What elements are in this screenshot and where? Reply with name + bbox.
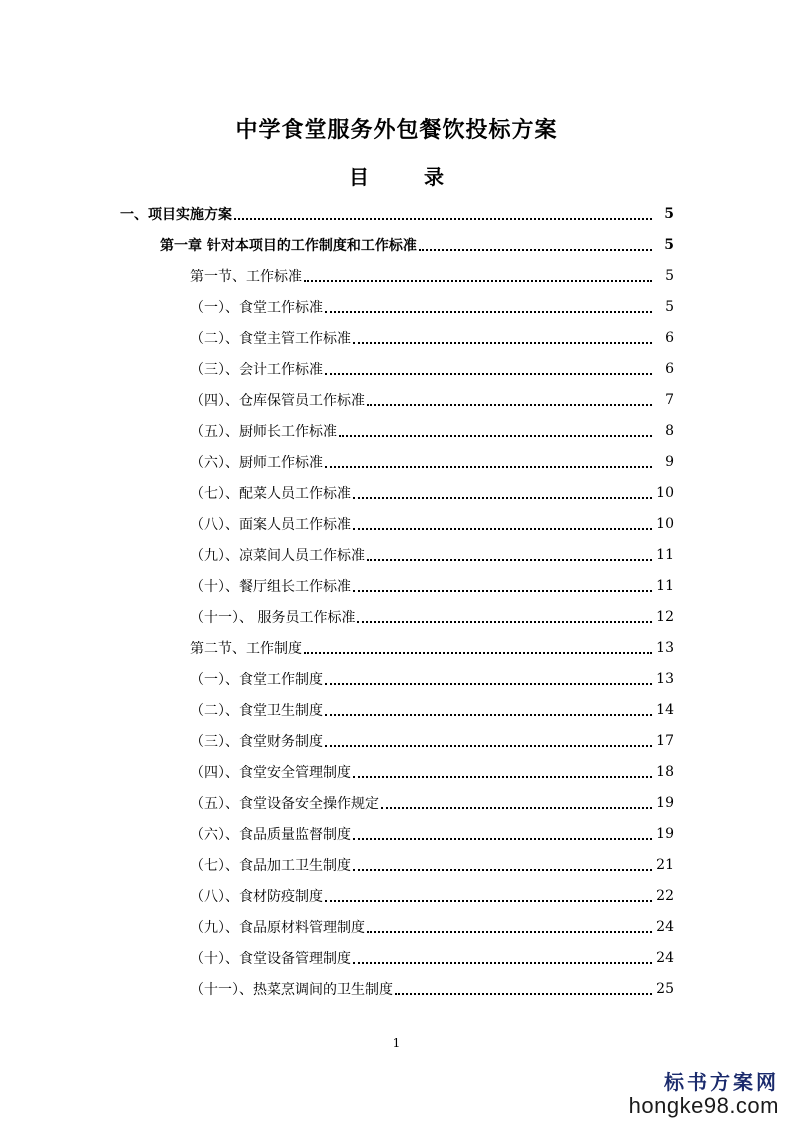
toc-heading: 目 录 (349, 165, 468, 189)
toc-entry-text: （二）、食堂主管工作标准 (190, 330, 351, 347)
toc-entry[interactable] (0, 849, 793, 880)
toc-entry-text: （七）、配菜人员工作标准 (190, 485, 351, 502)
toc-dot-leader (325, 886, 652, 902)
toc-dot-leader (325, 700, 652, 716)
toc-entry-text: （三）、食堂财务制度 (190, 733, 323, 750)
watermark-url: hongke98.com (628, 1093, 779, 1118)
toc-entry-page: 13 (656, 639, 674, 656)
toc-entry-text: （六）、食品质量监督制度 (190, 826, 351, 843)
watermark (629, 1066, 779, 1119)
toc-dot-leader (353, 576, 652, 592)
toc-entry-page: 8 (665, 422, 674, 439)
toc-entry-text: 第二节、工作制度 (190, 640, 302, 657)
toc-entry-page: 14 (656, 701, 674, 718)
toc-entry-text: 一、项目实施方案 (120, 206, 232, 223)
toc-dot-leader (325, 669, 652, 685)
toc-dot-leader (419, 235, 652, 251)
toc-entry-text: （十）、餐厅组长工作标准 (190, 578, 351, 595)
toc-entry-page: 19 (656, 794, 674, 811)
toc-entry[interactable] (0, 508, 793, 539)
toc-entry[interactable] (0, 198, 793, 229)
toc-entry-page: 5 (665, 267, 674, 284)
toc-entry[interactable] (0, 725, 793, 756)
toc-entry[interactable] (0, 291, 793, 322)
toc-entry[interactable] (0, 539, 793, 570)
toc-entry-text: （五）、厨师长工作标准 (190, 423, 337, 440)
toc-entry[interactable] (0, 880, 793, 911)
toc-entry-text: （二）、食堂卫生制度 (190, 702, 323, 719)
toc-entry-text: （十一）、 服务员工作标准 (190, 609, 356, 626)
toc-entry-page: 24 (656, 949, 674, 966)
toc-entry-text: （四）、食堂安全管理制度 (190, 764, 351, 781)
toc-entry-page: 12 (656, 608, 674, 625)
toc-entry-text: 第一节、工作标准 (190, 268, 302, 285)
toc-dot-leader (367, 917, 652, 933)
toc-entry-text: （四）、仓库保管员工作标准 (190, 392, 365, 409)
toc-entry-page: 10 (656, 484, 674, 501)
toc-dot-leader (367, 390, 652, 406)
toc-dot-leader (381, 793, 652, 809)
toc-entry-text: （五）、食堂设备安全操作规定 (190, 795, 379, 812)
toc-entry-text: （十）、食堂设备管理制度 (190, 950, 351, 967)
toc-entry[interactable] (0, 663, 793, 694)
toc-entry-page: 25 (656, 980, 674, 997)
toc-dot-leader (325, 452, 652, 468)
toc-entry-text: 第一章 针对本项目的工作制度和工作标准 (160, 237, 417, 254)
toc-dot-leader (367, 545, 652, 561)
toc-dot-leader (325, 297, 652, 313)
toc-entry-page: 22 (656, 887, 674, 904)
toc-entry-page: 11 (656, 546, 674, 563)
toc-entry-text: （九）、食品原材料管理制度 (190, 919, 365, 936)
toc-entry-page: 9 (665, 453, 674, 470)
toc-entry[interactable] (0, 818, 793, 849)
toc-entry[interactable] (0, 384, 793, 415)
toc-entry-page: 17 (656, 732, 674, 749)
toc-dot-leader (357, 607, 652, 623)
toc-entry-page: 5 (664, 205, 674, 222)
toc-entry-page: 24 (656, 918, 674, 935)
toc-entry-text: （一）、食堂工作制度 (190, 671, 323, 688)
toc-entry-text: （七）、食品加工卫生制度 (190, 857, 351, 874)
toc-entry[interactable] (0, 973, 793, 1004)
toc-entry[interactable] (0, 632, 793, 663)
toc-entry[interactable] (0, 694, 793, 725)
toc-dot-leader (353, 762, 652, 778)
toc-dot-leader (304, 638, 652, 654)
table-of-contents (0, 198, 793, 1004)
toc-entry-text: （三）、会计工作标准 (190, 361, 323, 378)
toc-dot-leader (395, 979, 652, 995)
toc-entry-page: 5 (664, 236, 674, 253)
toc-entry-page: 6 (665, 360, 674, 377)
toc-entry-text: （八）、食材防疫制度 (190, 888, 323, 905)
toc-entry[interactable] (0, 446, 793, 477)
watermark-name: 标书方案网 (664, 1070, 779, 1094)
toc-entry-page: 7 (665, 391, 674, 408)
toc-entry-page: 21 (656, 856, 674, 873)
toc-entry[interactable] (0, 601, 793, 632)
toc-dot-leader (353, 824, 652, 840)
toc-entry-page: 6 (665, 329, 674, 346)
toc-dot-leader (353, 855, 652, 871)
toc-entry-page: 11 (656, 577, 674, 594)
toc-entry[interactable] (0, 260, 793, 291)
toc-entry[interactable] (0, 942, 793, 973)
toc-entry-page: 13 (656, 670, 674, 687)
toc-entry[interactable] (0, 322, 793, 353)
toc-entry[interactable] (0, 229, 793, 260)
toc-dot-leader (339, 421, 652, 437)
toc-dot-leader (325, 359, 652, 375)
toc-entry-text: （六）、厨师工作标准 (190, 454, 323, 471)
toc-dot-leader (353, 328, 652, 344)
toc-entry-text: （一）、食堂工作标准 (190, 299, 323, 316)
toc-entry-page: 5 (665, 298, 674, 315)
toc-entry[interactable] (0, 415, 793, 446)
toc-dot-leader (304, 266, 652, 282)
toc-dot-leader (325, 731, 652, 747)
toc-dot-leader (353, 483, 652, 499)
toc-entry-text: （九）、凉菜间人员工作标准 (190, 547, 365, 564)
document-title: 中学食堂服务外包餐饮投标方案 (235, 117, 558, 143)
toc-entry[interactable] (0, 911, 793, 942)
toc-entry-text: （十一）、热菜烹调间的卫生制度 (190, 981, 393, 998)
toc-entry[interactable] (0, 570, 793, 601)
toc-entry-text: （八）、面案人员工作标准 (190, 516, 351, 533)
toc-dot-leader (353, 948, 652, 964)
toc-entry-page: 10 (656, 515, 674, 532)
toc-entry-page: 18 (656, 763, 674, 780)
toc-dot-leader (234, 204, 652, 220)
toc-entry[interactable] (0, 756, 793, 787)
toc-entry[interactable] (0, 787, 793, 818)
toc-entry[interactable] (0, 353, 793, 384)
toc-entry[interactable] (0, 477, 793, 508)
toc-dot-leader (353, 514, 652, 530)
page-number: 1 (392, 1036, 401, 1050)
toc-entry-page: 19 (656, 825, 674, 842)
